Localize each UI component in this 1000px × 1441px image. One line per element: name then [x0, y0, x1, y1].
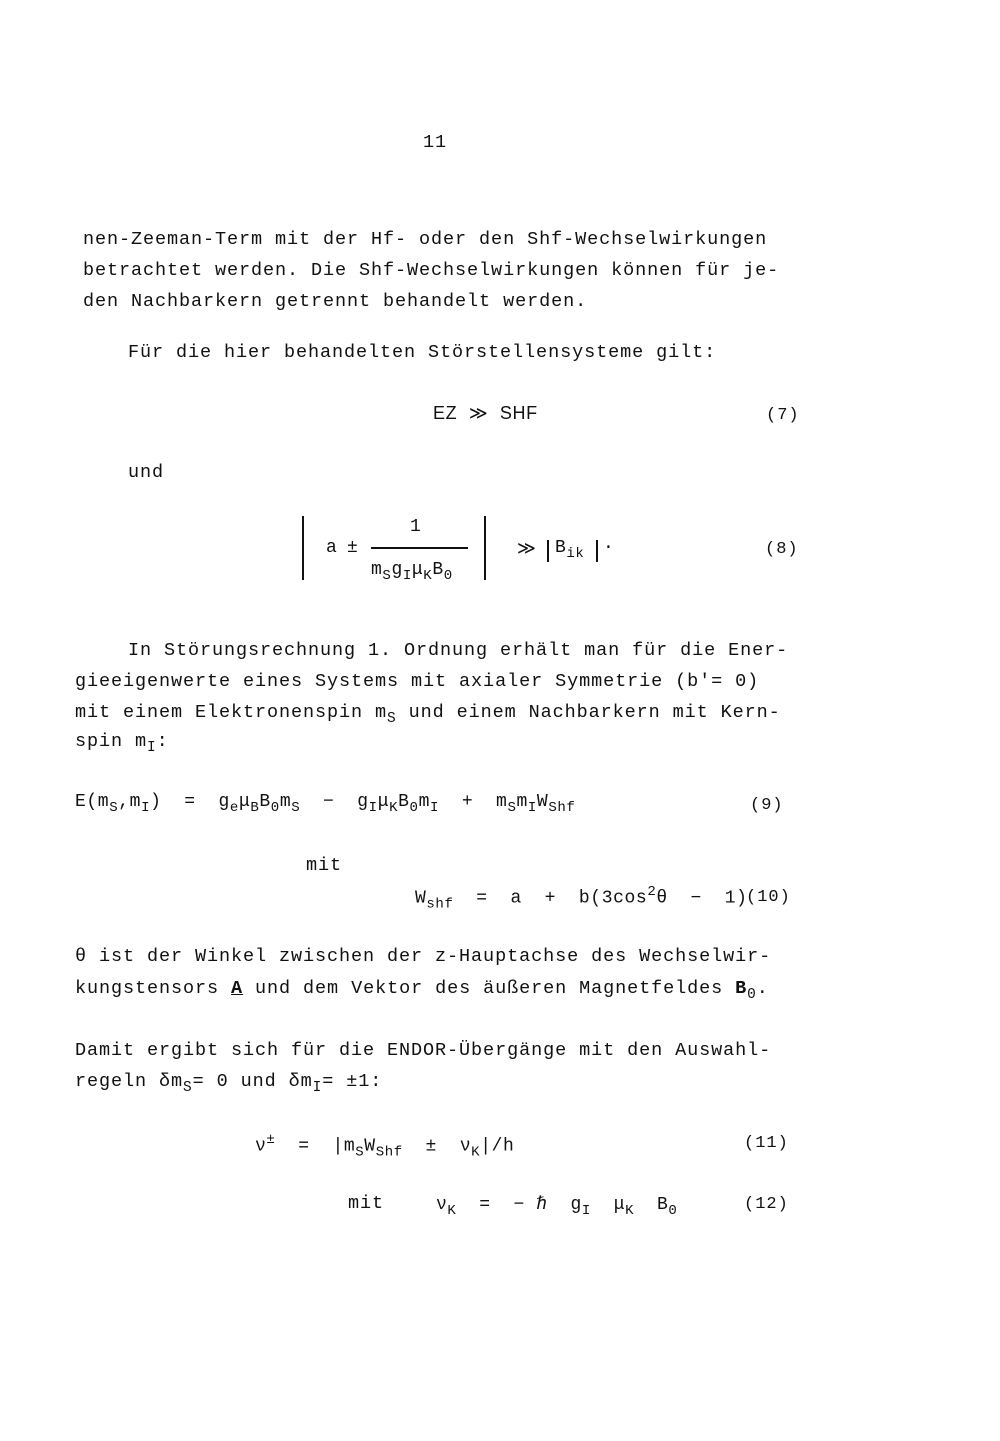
eq8-rhs-B: B	[555, 538, 567, 558]
paragraph-line: nen-Zeeman-Term mit der Hf- oder den Shf-Wechselwirkungen	[83, 229, 768, 250]
conjunction-und: und	[128, 462, 165, 483]
abs-bar-b-right	[596, 540, 598, 562]
eq8-dot: ·	[603, 538, 615, 558]
paragraph-line-part: spin m	[75, 731, 148, 752]
vector-B: B	[735, 978, 748, 999]
eq7-relation: ≫	[468, 403, 489, 423]
eq8-plus-minus: ±	[347, 538, 359, 558]
paragraph-line-part: kungstensors	[75, 978, 232, 999]
abs-bar-left	[302, 516, 304, 580]
equation-9: $E(m_S,m_I) = g_e\mu_BB_0m_S - g_I\mu_KB_0m_I + m_Sm_IW_{Shf}$	[75, 792, 576, 816]
paragraph-line-source	[0, 0, 1, 1]
eq7-left: EZ	[433, 403, 458, 423]
eq8-rhs	[555, 538, 584, 562]
equation-number-12: (12)	[744, 1195, 789, 1214]
paragraph-line: Für die hier behandelten Störstellensysteme gilt:	[128, 342, 717, 363]
equation-11: $\nu^\pm = |m_SW_{Shf} \pm \nu_K|/h$	[255, 1132, 515, 1161]
paragraph-line-part: .	[756, 978, 769, 999]
paragraph-line-part: und einem Nachbarkern mit Kern-	[396, 702, 781, 723]
tensor-A: A	[231, 978, 244, 999]
equation-10: $W_{shf} = a + b(3\cos^2\theta - 1)$	[415, 884, 748, 913]
equation-number-8: (8)	[765, 540, 799, 559]
subscript: 0	[747, 987, 757, 1004]
subscript: S	[387, 711, 397, 728]
equation-number-10: (10)	[746, 888, 791, 907]
paragraph-line-part: :	[156, 731, 169, 752]
equation-7	[433, 403, 538, 424]
eq8-denominator: $m_Sg_I\mu_KB_0$	[371, 560, 453, 584]
abs-bar-right	[484, 516, 486, 580]
paragraph-line	[75, 731, 169, 756]
paragraph-line: θ ist der Winkel zwischen der z-Hauptachse des Wechselwir-	[75, 946, 772, 967]
eq8-numerator: 1	[410, 517, 422, 537]
page-number: 11	[423, 132, 448, 153]
paragraph-line: den Nachbarkern getrennt behandelt werden.	[83, 291, 588, 312]
equation-number-9: (9)	[750, 796, 784, 815]
paragraph-line-display: regeln $\delta m_S= 0$ und $\delta m_I= \pm 1$:	[75, 1071, 383, 1097]
eq8-rhs-sub: ik	[566, 545, 585, 562]
eq7-right: SHF	[499, 403, 538, 423]
paragraph-line-part: mit einem Elektronenspin m	[75, 702, 388, 723]
equation-number-7: (7)	[766, 406, 800, 425]
word-mit: mit	[348, 1193, 385, 1214]
paragraph-line: Damit ergibt sich für die ENDOR-Übergänge mit den Auswahl-	[75, 1040, 772, 1061]
eq8-relation: ≫	[517, 540, 537, 560]
paragraph-line: In Störungsrechnung 1. Ordnung erhält man für die Ener-	[128, 640, 789, 661]
fraction-bar	[371, 547, 468, 549]
equation-number-11: (11)	[744, 1134, 789, 1153]
subscript: I	[147, 740, 157, 757]
paragraph-line: gieeigenwerte eines Systems mit axialer Symmetrie (b'= 0)	[75, 671, 760, 692]
eq8-a: a	[326, 538, 338, 558]
equation-12: $\nu_K$ = − ℏ $g_I$ $\mu_K$ $B_0$	[436, 1195, 678, 1219]
paragraph-line	[75, 978, 769, 1003]
paragraph-line: betrachtet werden. Die Shf-Wechselwirkungen können für je-	[83, 260, 780, 281]
paragraph-line-part: und dem Vektor des äußeren Magnetfeldes	[243, 978, 736, 999]
paragraph-line	[75, 702, 781, 727]
word-mit: mit	[306, 855, 343, 876]
abs-bar-b-left	[547, 540, 549, 562]
